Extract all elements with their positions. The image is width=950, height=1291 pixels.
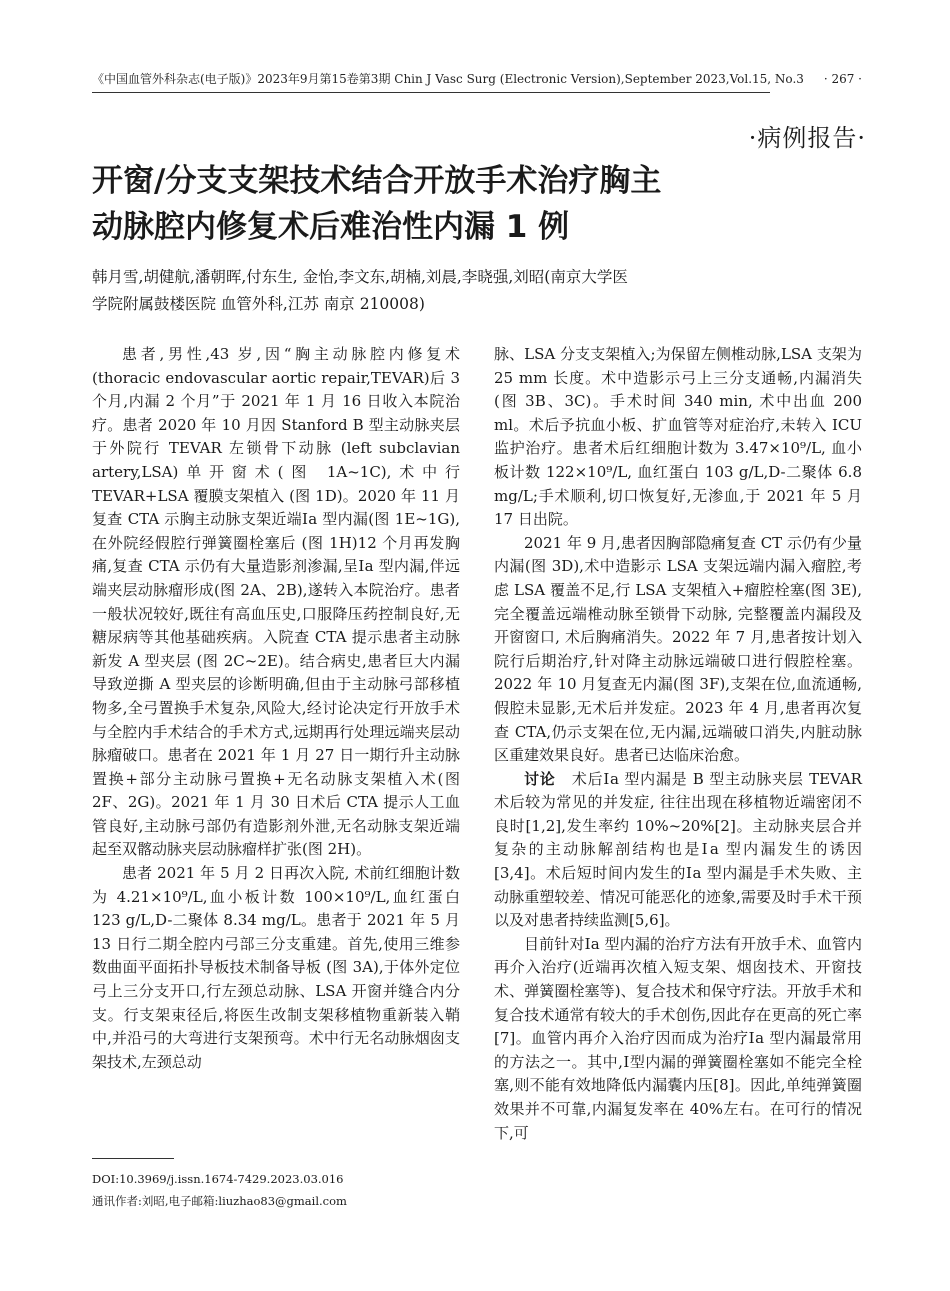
page-number: · 267 · [823,72,862,86]
case-paragraph-3: 2021 年 9 月,患者因胸部隐痛复查 CT 示仍有少量内漏(图 3D),术中造影示 LSA 支架远端内漏入瘤腔,考虑 LSA 覆盖不足,行 LSA 支架植入+瘤腔栓塞(图 3E),完全覆盖远端椎动脉至锁骨下动脉, 完整覆盖内漏段及开窗窗口, 术后胸痛消失。2022 年 7 月,患者按计划入院行后期治疗,针对降主动脉远端破口进行假腔栓塞。2022 年 10 月复查无内漏(图 3F),支架在位,血流通畅,假腔未显影,无术后并发症。2023 年 4 月,患者再次复查 CTA,仍示支架在位,无内漏,远端破口消失,内脏动脉区重建效果良好。患者已达临床治愈。 [494,533,862,765]
case-paragraph-2: 患者 2021 年 5 月 2 日再次入院, 术前红细胞计数为 4.21×10⁹/L,血小板计数 100×10⁹/L,血红蛋白 123 g/L,D-二聚体 8.34 mg/L。患者于 2021 年 5 月 13 日行二期全腔内弓部三分支重建。首先,使用三维参数曲面平面拓扑导板技术制备导板 (图 3A),于体外定位弓上三分支开口,行左颈总动脉、LSA 开窗并缝合内分支。行支架束径后,将医生改制支架移植物重新装入鞘中,并沿弓的大弯进行支架预弯。术中行无名动脉烟囱支架技术,左颈总动 [92,864,460,1071]
case-paragraph-1: 患者,男性,43 岁,因“胸主动脉腔内修复术(thoracic endovascular aortic repair,TEVAR)后 3 个月,内漏 2 个月”于 2021 年 1 月 16 日收入本院治疗。患者 2020 年 10 月因 Stanford B 型主动脉夹层于外院行 TEVAR 左锁骨下动脉 (left subclavian artery,LSA)单开窗术(图 1A~1C),术中行 TEVAR+LSA 覆膜支架植入 (图 1D)。2020 年 11 月复查 CTA 示胸主动脉支架近端Ⅰa 型内漏(图 1E~1G),在外院经假腔行弹簧圈栓塞后 (图 1H)12 个月再发胸痛,复查 CTA 示仍有大量造影剂渗漏,呈Ⅰa 型内漏,伴远端夹层动脉瘤形成(图 2A、2B),遂转入本院治疗。患者一般状况较好,既往有高血压史,口服降压药控制良好,无糖尿病等其他基础疾病。入院查 CTA 提示患者主动脉新发 A 型夹层 (图 2C~2E)。结合病史,患者巨大内漏导致逆撕 A 型夹层的诊断明确,但由于主动脉弓部移植物多,全弓置换手术复杂,风险大,经讨论决定行开放手术与全腔内手术结合的手术方式,远期再行处理远端夹层动脉瘤破口。患者在 2021 年 1 月 27 日一期行升主动脉置换+部分主动脉弓置换+无名动脉支架植入术(图 2F、2G)。2021 年 1 月 30 日术后 CTA 提示人工血管良好,主动脉弓部仍有造影剂外泄,无名动脉支架近端起至双髂动脉夹层动脉瘤样扩张(图 2H)。 [92,345,460,859]
author-affiliation [92,264,792,318]
running-header [92,70,862,87]
journal-citation: 《中国血管外科杂志(电子版)》2023年9月第15卷第3期 Chin J Vasc Surg (Electronic Version),September 2023,Vol.15, No.3 [92,72,804,86]
case-paragraph-2-continued: 脉、LSA 分支支架植入;为保留左侧椎动脉,LSA 支架为 25 mm 长度。术中造影示弓上三分支通畅,内漏消失 (图 3B、3C)。手术时间 340 min, 术中出血 200 ml。术后予抗血小板、扩血管等对症治疗,未转入 ICU 监护治疗。患者术后红细胞计数为 3.47×10⁹/L, 血小板计数 122×10⁹/L, 血红蛋白 103 g/L,D-二聚体 6.8 mg/L;手术顺利,切口恢复好,无渗血,于 2021 年 5 月 17 日出院。 [494,345,862,529]
authors-line-1: 韩月雪,胡健航,潘朝晖,付东生, 金怡,李文东,胡楠,刘晨,李晓强,刘昭(南京大学医 [92,268,628,286]
footnote-rule [92,1158,174,1159]
discussion-label: 讨论 [524,769,556,788]
discussion-paragraph-1 [494,768,862,933]
header-rule [92,92,770,93]
doi-footnote: DOI:10.3969/j.issn.1674-7429.2023.03.016 [92,1172,344,1186]
title-line-2: 动脉腔内修复术后难治性内漏 1 例 [92,209,570,245]
corresponding-author-footnote: 通讯作者:刘昭,电子邮箱:liuzhao83@gmail.com [92,1194,347,1208]
section-label: ·病例报告· [748,124,866,152]
discussion-text: 术后Ⅰa 型内漏是 B 型主动脉夹层 TEVAR 术后较为常见的并发症, 往往出现在移植物近端密闭不良时[1,2],发生率约 10%~20%[2]。主动脉夹层合并复杂的主动脉解剖结构也是Ⅰa 型内漏发生的诱因[3,4]。术后短时间内发生的Ⅰa 型内漏是手术失败、主动脉重塑较差、情况可能恶化的迹象,需要及时手术干预以及对患者持续监测[5,6]。 [494,769,862,930]
title-line-1: 开窗/分支支架技术结合开放手术治疗胸主 [92,163,662,199]
article-title [92,158,812,250]
right-column [494,343,862,1145]
left-column [92,343,460,1074]
discussion-paragraph-2: 目前针对Ⅰa 型内漏的治疗方法有开放手术、血管内再介入治疗(近端再次植入短支架、烟囱技术、开窗技术、弹簧圈栓塞等)、复合技术和保守疗法。开放手术和复合技术通常有较大的手术创伤,因此存在更高的死亡率[7]。血管内再介入治疗因而成为治疗Ⅰa 型内漏最常用的方法之一。其中,Ⅰ型内漏的弹簧圈栓塞如不能完全栓塞,则不能有效地降低内漏囊内压[8]。因此,单纯弹簧圈效果并不可靠,内漏复发率在 40%左右。在可行的情况下,可 [494,934,862,1142]
authors-line-2: 学院附属鼓楼医院 血管外科,江苏 南京 210008) [92,295,425,313]
